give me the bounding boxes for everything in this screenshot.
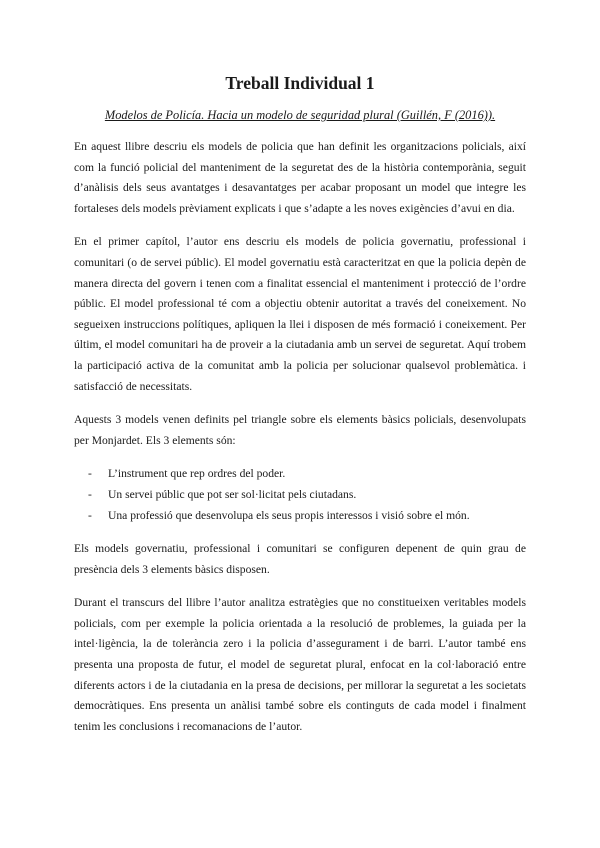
document-subtitle: Modelos de Policía. Hacia un modelo de seguridad plural (Guillén, F (2016)). <box>104 108 496 122</box>
list-marker: - <box>88 487 92 501</box>
paragraph-intro: En aquest llibre descriu els models de policia que han definit les organitzacions policials, així com la funció policial del manteniment de la seguretat des de la història contemporània, seguit d’anàlisis dels seus avantatges i desavantatges per acabar proposant un model que integre les fortaleses dels models prèviament explicats i que s’adapte a les noves exigències d’avui en dia. <box>74 140 526 215</box>
list-marker: - <box>88 467 92 481</box>
list-marker: - <box>88 508 92 522</box>
paragraph-chapter-one: En el primer capítol, l’autor ens descriu els models de policia governatiu, professional i comunitari (o de servei públic). El model governatiu està caracteritzat en que la policia depèn de manera directa del govern i tenen com a finalitat essencial el manteniment i protecció de l’ordre públic. El model professional té com a objectiu obtenir autoritat a través del coneixement. No segueixen instruccions polítiques, apliquen la llei i disposen de més formació i coneixement. Per últim, el model comunitari ha de proveir a la ciutadania amb un servei de seguretat. Aquí trobem la participació activa de la comunitat amb la policia per solucionar qualsevol problemàtica. i satisfacció de necessitats. <box>74 235 526 393</box>
document-body <box>74 72 526 750</box>
list-item-text: Una professió que desenvolupa els seus propis interessos i visió sobre el món. <box>108 508 470 522</box>
list-item <box>88 506 526 527</box>
elements-list <box>74 464 526 526</box>
document-title: Treball Individual 1 <box>225 73 375 93</box>
list-item-text: Un servei públic que pot ser sol·licitat pels ciutadans. <box>108 487 357 501</box>
list-item-text: L’instrument que rep ordres del poder. <box>108 467 286 481</box>
list-item <box>88 464 526 485</box>
paragraph-triangle: Aquests 3 models venen definits pel triangle sobre els elements bàsics policials, desenvolupats per Monjardet. Els 3 elements són: <box>74 413 526 447</box>
paragraph-models-configuration: Els models governatiu, professional i comunitari se configuren depenent de quin grau de presència dels 3 elements bàsics disposen. <box>74 542 526 576</box>
paragraph-strategies: Durant el transcurs del llibre l’autor analitza estratègies que no constitueixen veritables models policials, com per exemple la policia orientada a la resolució de problemes, la guiada per la intel·ligència, la de tolerància zero i la policia d’assegurament i de barri. L’autor també ens presenta una proposta de futur, el model de seguretat plural, enfocat en la col·laboració entre diferents actors i de la ciutadania en la presa de decisions, per millorar la seguretat a les societats democràtiques. Ens presenta un anàlisi també sobre els continguts de cada model i finalment tenim les conclusions i recomanacions de l’autor. <box>74 596 526 733</box>
list-item <box>88 485 526 506</box>
